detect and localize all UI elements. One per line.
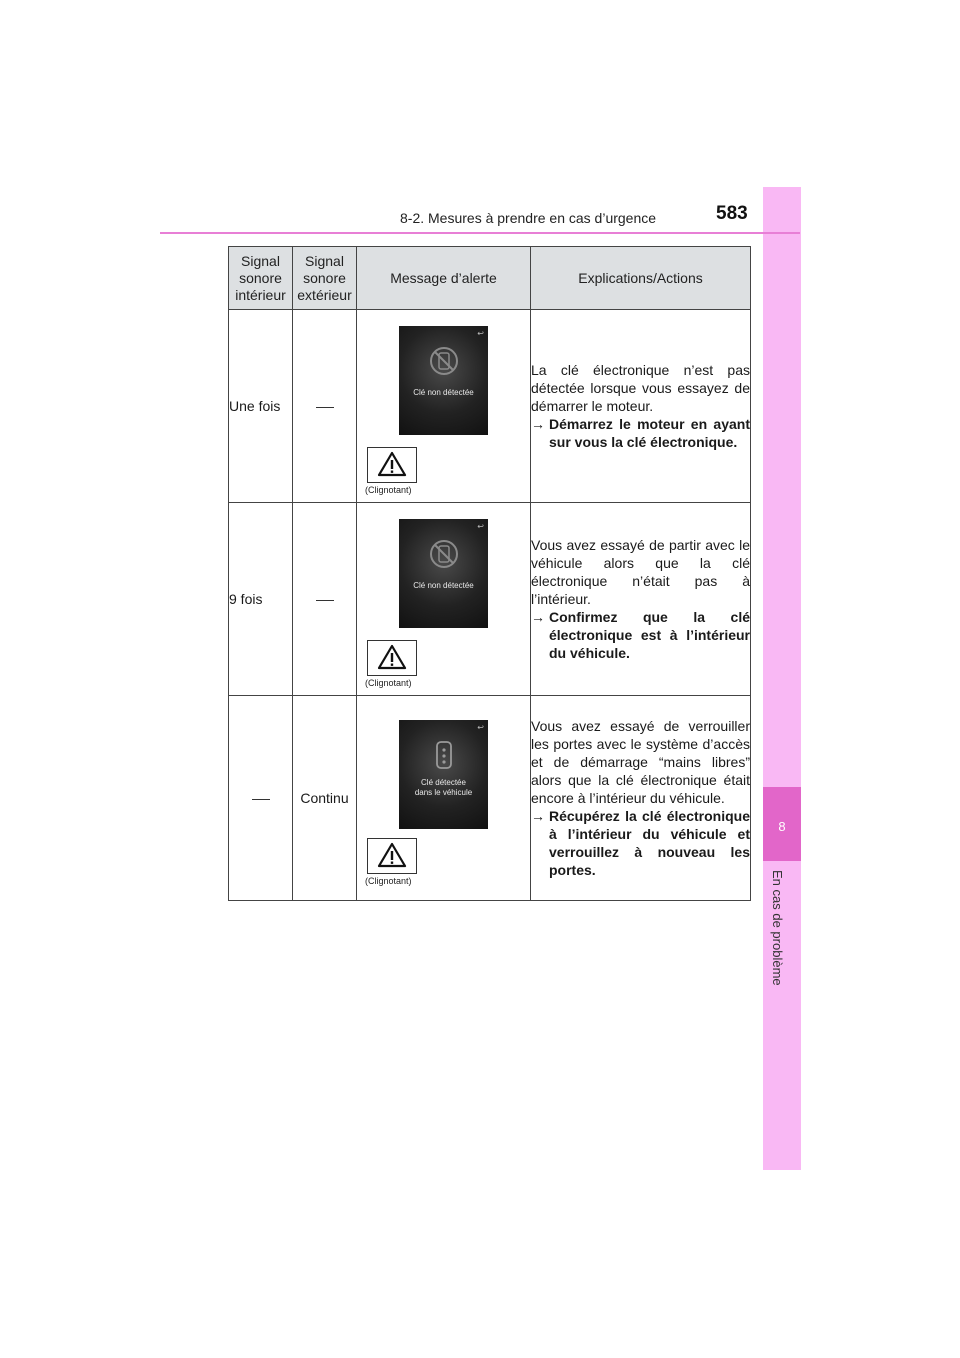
chapter-title: En cas de problème (770, 870, 785, 986)
arrow-icon: → (531, 609, 545, 625)
key-not-detected-icon (429, 346, 459, 376)
warning-triangle-icon (377, 842, 407, 868)
interior-signal-cell: Une fois (229, 310, 293, 503)
display-screen (399, 720, 488, 829)
action-text: Récupérez la clé électronique à l’intérieur du véhicule et verrouillez à nouveau les portes. (549, 808, 750, 878)
explanation-cell (531, 310, 751, 503)
screen-message-line2: dans le véhicule (414, 788, 473, 797)
dash-mark (252, 799, 270, 800)
explanation-cell (531, 696, 751, 901)
message-cell (357, 310, 531, 503)
action-item (531, 608, 750, 662)
display-screen (399, 519, 488, 628)
back-icon: ↩ (477, 329, 484, 338)
action-item (531, 807, 750, 879)
flashing-caption: (Clignotant) (365, 876, 412, 886)
message-cell (357, 696, 531, 901)
flashing-caption: (Clignotant) (365, 485, 412, 495)
page-number: 583 (716, 203, 748, 224)
explanation-text: Vous avez essayé de verrouiller les portes avec le système d’accès et de démarrage “mains libres” alors que la clé électronique était encore à l’intérieur du véhicule. (531, 718, 750, 806)
message-cell (357, 503, 531, 696)
screen-message-line1: Clé détectée (421, 778, 466, 787)
table-row (229, 696, 751, 901)
interior-signal-cell: 9 fois (229, 503, 293, 696)
side-tab (763, 187, 801, 1170)
back-icon: ↩ (477, 522, 484, 531)
warning-box (367, 447, 417, 483)
screen-message: Clé non détectée (413, 581, 474, 590)
chapter-tab (763, 787, 801, 861)
table-row (229, 503, 751, 696)
display-screen (399, 326, 488, 435)
arrow-icon: → (531, 416, 545, 432)
table-row (229, 310, 751, 503)
header-exterior-signal: Signal sonore extérieur (293, 247, 357, 310)
explanation-cell (531, 503, 751, 696)
section-title: 8-2. Mesures à prendre en cas d’urgence (400, 210, 657, 226)
header-rule (160, 232, 800, 234)
page-header (160, 196, 800, 232)
header-interior-signal: Signal sonore intérieur (229, 247, 293, 310)
exterior-signal-cell (293, 310, 357, 503)
flashing-caption: (Clignotant) (365, 678, 412, 688)
screen-message: Clé non détectée (413, 388, 474, 397)
header-warning-message: Message d’alerte (357, 247, 531, 310)
action-item (531, 415, 750, 451)
explanation-text: Vous avez essayé de partir avec le véhicule alors que la clé électronique n’était pas à l’intérieur. (531, 537, 750, 607)
interior-signal-cell (229, 696, 293, 901)
alert-table (228, 246, 751, 901)
table-header-row (229, 247, 751, 310)
action-text: Démarrez le moteur en ayant sur vous la clé électronique. (549, 416, 750, 450)
warning-box (367, 640, 417, 676)
exterior-signal-cell: Continu (293, 696, 357, 901)
warning-box (367, 838, 417, 874)
warning-triangle-icon (377, 644, 407, 670)
key-fob-icon (434, 740, 454, 770)
warning-triangle-icon (377, 451, 407, 477)
action-text: Confirmez que la clé électronique est à l’intérieur du véhicule. (549, 609, 750, 661)
header-explanation: Explications/Actions (531, 247, 751, 310)
explanation-text: La clé électronique n’est pas détectée lorsque vous essayez de démarrer le moteur. (531, 362, 750, 414)
back-icon: ↩ (477, 723, 484, 732)
dash-mark (316, 600, 334, 601)
chapter-number: 8 (778, 819, 786, 834)
arrow-icon: → (531, 808, 545, 824)
dash-mark (316, 407, 334, 408)
exterior-signal-cell (293, 503, 357, 696)
key-not-detected-icon (429, 539, 459, 569)
